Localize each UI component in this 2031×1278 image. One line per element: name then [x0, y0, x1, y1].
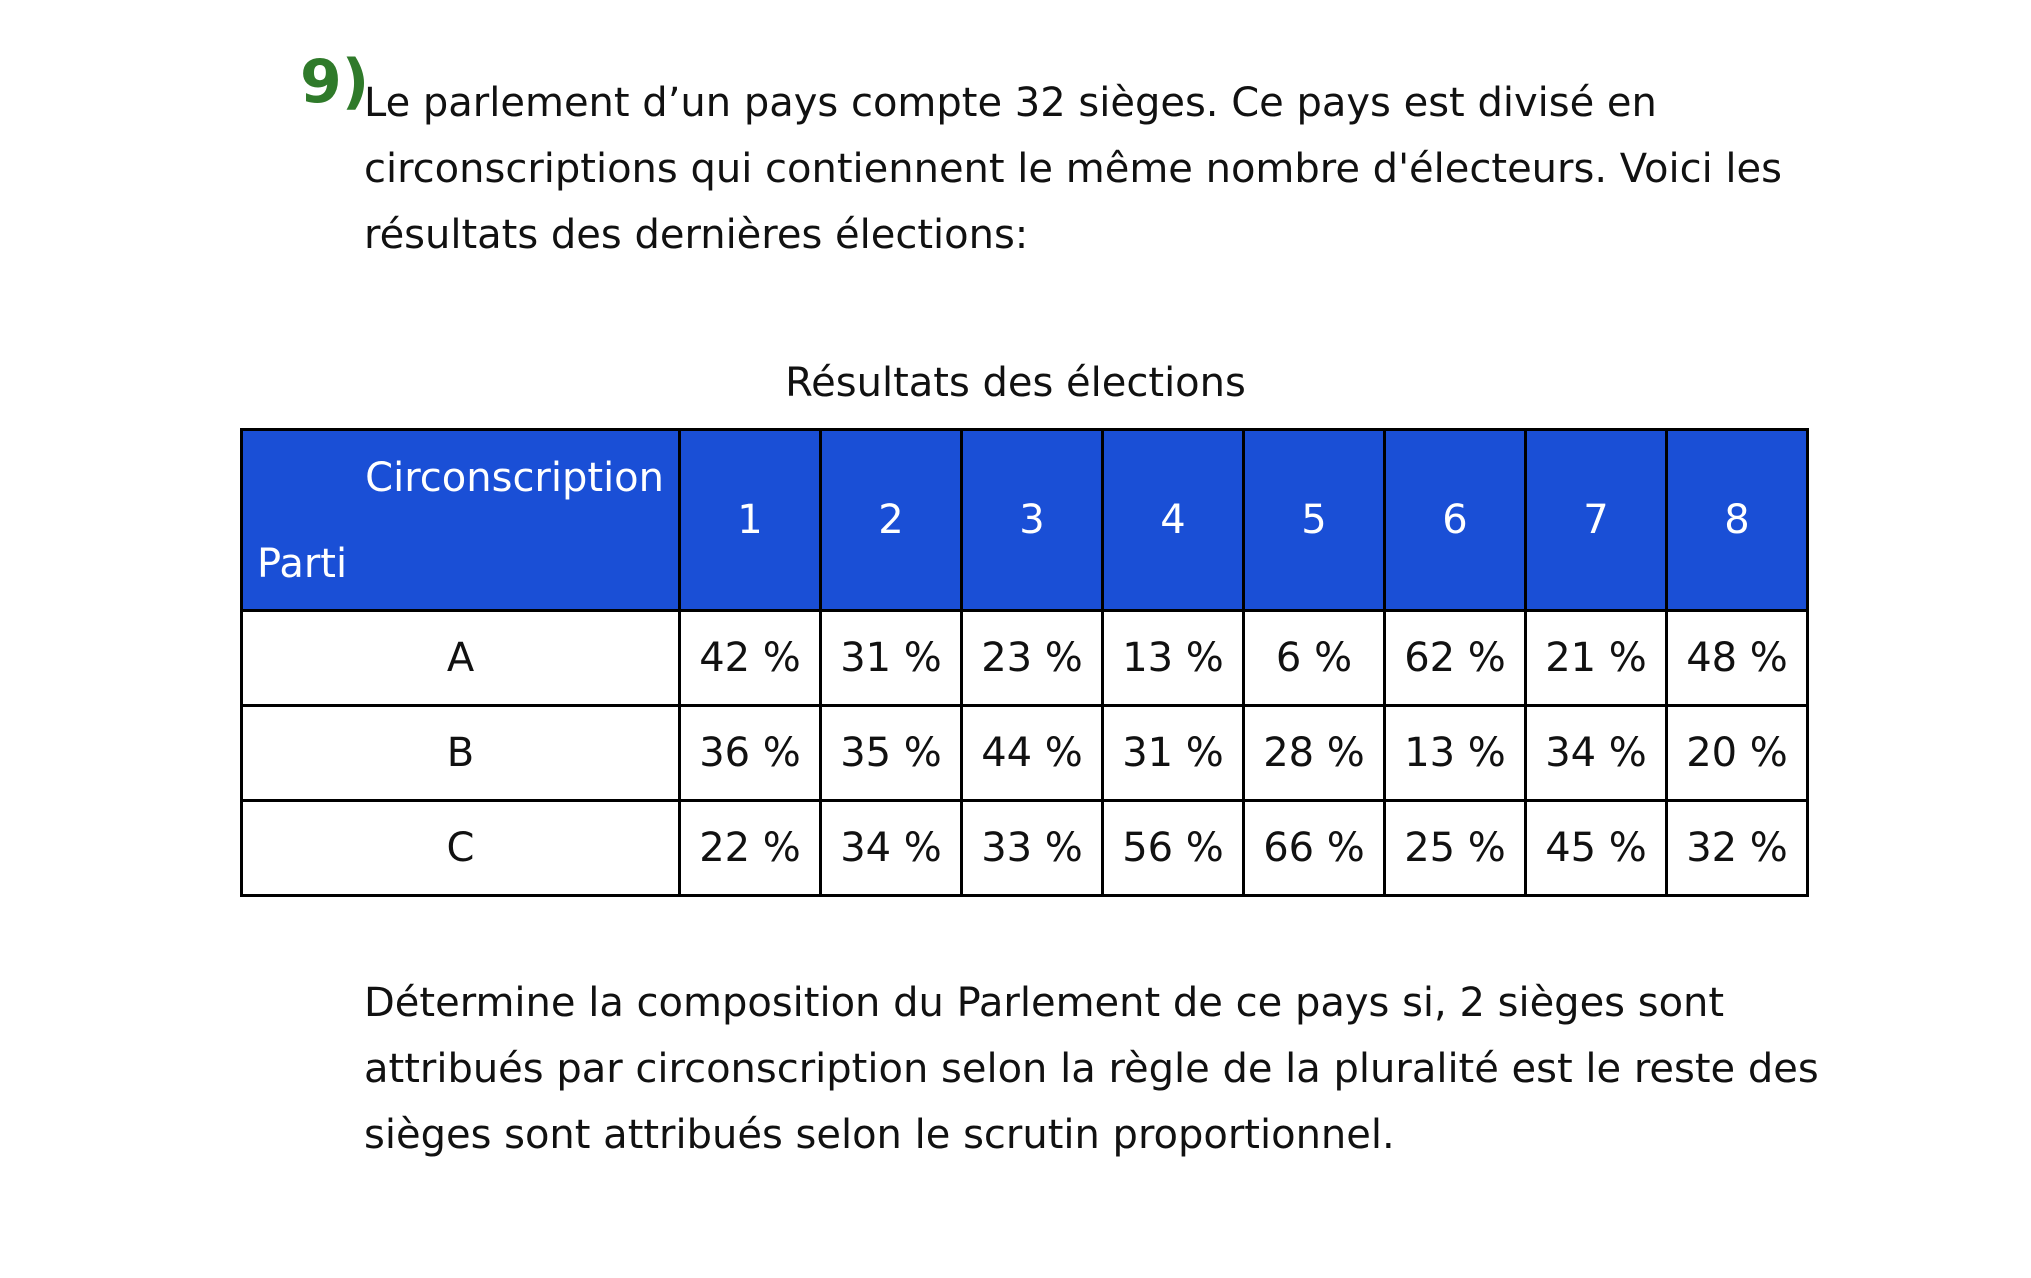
column-header: 5 [1244, 430, 1385, 611]
column-header: 3 [962, 430, 1103, 611]
question-intro [364, 70, 1814, 268]
result-cell: 34 % [821, 801, 962, 896]
result-cell: 62 % [1385, 611, 1526, 706]
instruction-line: sièges sont attribués selon le scrutin proportionnel. [364, 1112, 1395, 1158]
result-cell: 44 % [962, 706, 1103, 801]
table-row [242, 706, 1808, 801]
column-header: 8 [1667, 430, 1808, 611]
intro-line: résultats des dernières élections: [364, 212, 1029, 258]
result-cell: 32 % [1667, 801, 1808, 896]
party-cell: C [242, 801, 680, 896]
result-cell: 31 % [1103, 706, 1244, 801]
table-header-row [242, 430, 1808, 611]
column-header: 6 [1385, 430, 1526, 611]
result-cell: 42 % [680, 611, 821, 706]
result-cell: 33 % [962, 801, 1103, 896]
results-table-wrap [240, 428, 1809, 897]
result-cell: 48 % [1667, 611, 1808, 706]
table-title-wrap [0, 360, 2031, 406]
instruction-line: attribués par circonscription selon la règle de la pluralité est le reste des [364, 1046, 1819, 1092]
result-cell: 66 % [1244, 801, 1385, 896]
intro-line: circonscriptions qui contiennent le même nombre d'électeurs. Voici les [364, 146, 1782, 192]
result-cell: 35 % [821, 706, 962, 801]
intro-line: Le parlement d’un pays compte 32 sièges. Ce pays est divisé en [364, 80, 1657, 126]
result-cell: 28 % [1244, 706, 1385, 801]
header-circonscription-label: Circonscription [365, 455, 664, 501]
question-number: 9) [300, 47, 370, 117]
header-parti-label: Parti [257, 541, 348, 587]
result-cell: 56 % [1103, 801, 1244, 896]
column-header: 7 [1526, 430, 1667, 611]
column-header: 4 [1103, 430, 1244, 611]
result-cell: 21 % [1526, 611, 1667, 706]
result-cell: 20 % [1667, 706, 1808, 801]
result-cell: 45 % [1526, 801, 1667, 896]
party-cell: B [242, 706, 680, 801]
result-cell: 31 % [821, 611, 962, 706]
result-cell: 22 % [680, 801, 821, 896]
results-table [240, 428, 1809, 897]
table-row [242, 801, 1808, 896]
result-cell: 23 % [962, 611, 1103, 706]
column-header: 1 [680, 430, 821, 611]
header-corner-cell [242, 430, 680, 611]
result-cell: 36 % [680, 706, 821, 801]
party-cell: A [242, 611, 680, 706]
result-cell: 13 % [1385, 706, 1526, 801]
result-cell: 25 % [1385, 801, 1526, 896]
question-instruction [364, 970, 1864, 1168]
result-cell: 13 % [1103, 611, 1244, 706]
table-row [242, 611, 1808, 706]
instruction-line: Détermine la composition du Parlement de ce pays si, 2 sièges sont [364, 980, 1725, 1026]
result-cell: 34 % [1526, 706, 1667, 801]
table-title: Résultats des élections [785, 360, 1246, 406]
column-header: 2 [821, 430, 962, 611]
result-cell: 6 % [1244, 611, 1385, 706]
